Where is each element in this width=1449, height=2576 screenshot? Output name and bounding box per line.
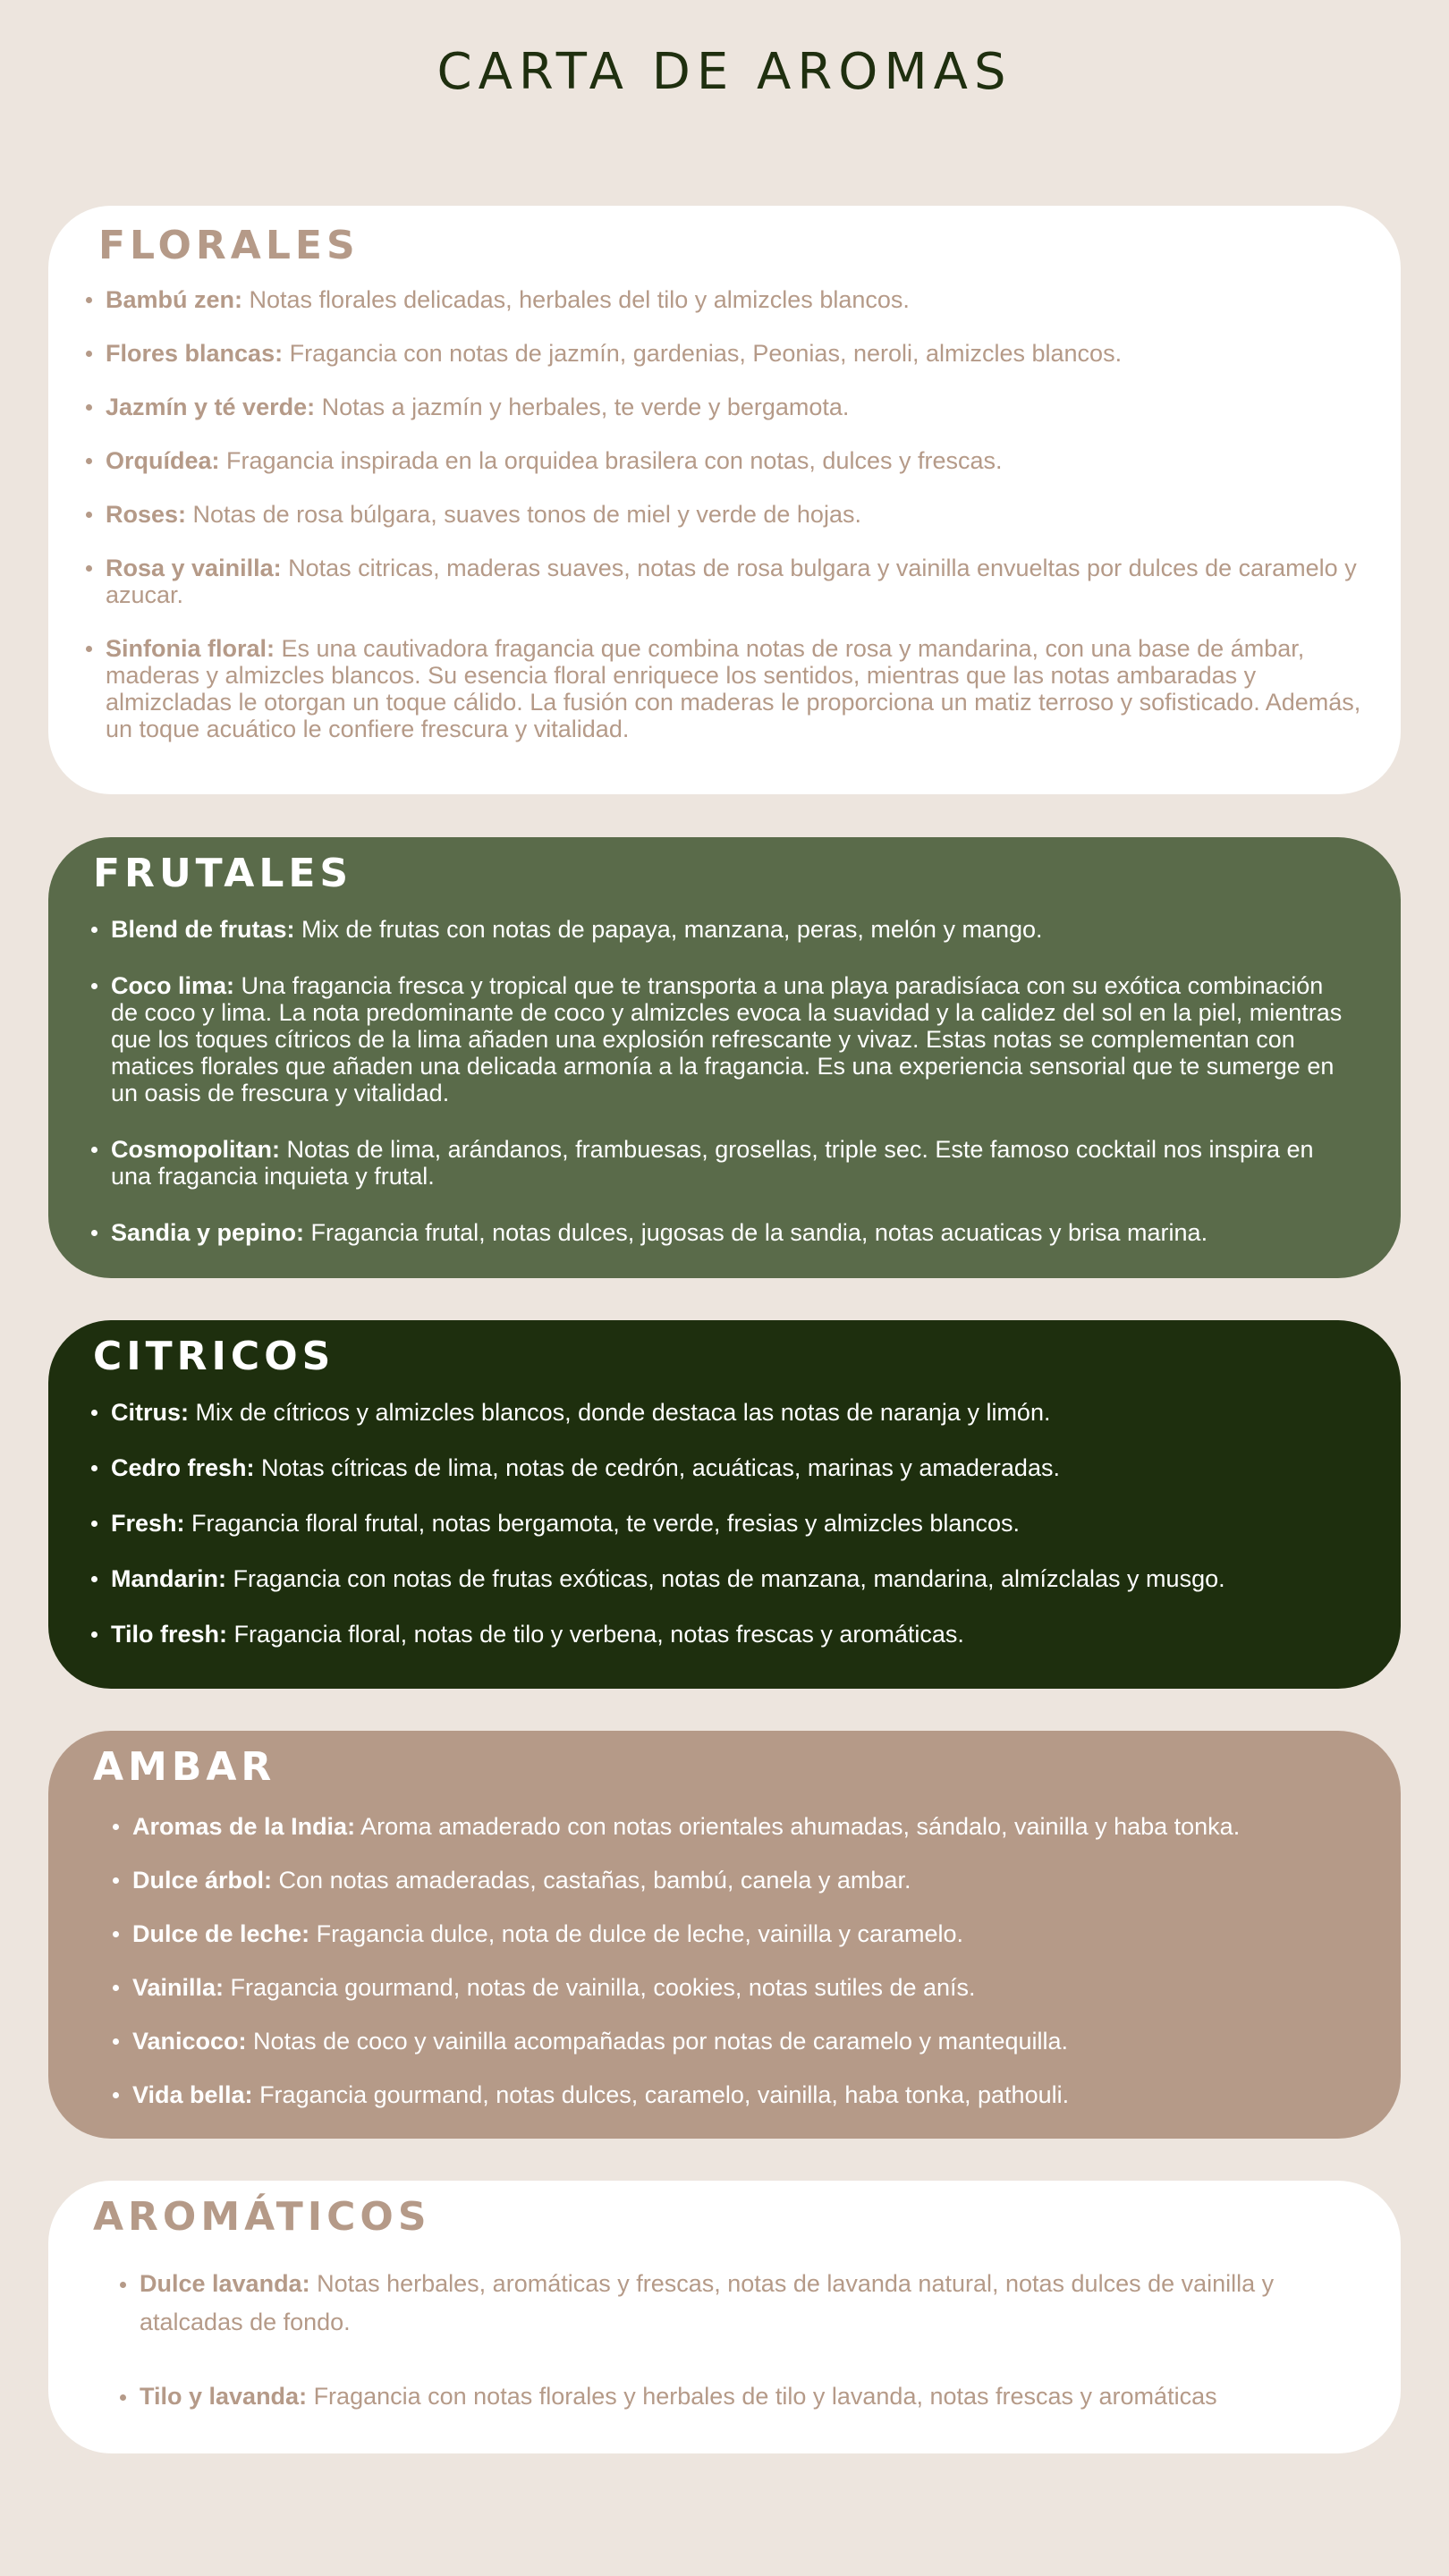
aroma-name: Tilo fresh: <box>111 1621 228 1648</box>
aroma-item <box>140 2265 1374 2342</box>
aroma-item <box>111 1136 1345 1190</box>
aroma-name: Mandarin: <box>111 1565 227 1592</box>
aroma-description: Notas a jazmín y herbales, te verde y bergamota. <box>315 394 850 420</box>
aroma-name: Dulce lavanda: <box>140 2270 310 2297</box>
aroma-description: Notas de rosa búlgara, suaves tonos de miel y verde de hojas. <box>186 501 861 528</box>
aroma-description: Fragancia floral, notas de tilo y verbena, notas frescas y aromáticas. <box>227 1621 964 1648</box>
aroma-item <box>132 1813 1367 1840</box>
aroma-item <box>132 2081 1367 2108</box>
aroma-name: Sandia y pepino: <box>111 1219 305 1246</box>
aroma-item <box>111 1454 1345 1481</box>
section-aromaticos <box>48 2181 1401 2453</box>
aroma-name: Jazmín y té verde: <box>106 394 316 420</box>
aroma-description: Fragancia frutal, notas dulces, jugosas de la sandia, notas acuaticas y brisa marina. <box>304 1219 1208 1246</box>
aroma-item <box>111 1621 1345 1648</box>
aroma-description: Fragancia con notas de frutas exóticas, notas de manzana, mandarina, almízclalas y musgo. <box>226 1565 1225 1592</box>
aroma-item <box>111 1219 1345 1246</box>
aroma-description: Fragancia gourmand, notas dulces, caramelo, vainilla, haba tonka, pathouli. <box>252 2081 1070 2108</box>
aroma-description: Fragancia con notas de jazmín, gardenias, Peonias, neroli, almizcles blancos. <box>283 340 1123 367</box>
aroma-item <box>106 340 1376 367</box>
aroma-list <box>111 1399 1345 1676</box>
aroma-name: Citrus: <box>111 1399 189 1426</box>
section-title: FLORALES <box>98 223 360 268</box>
aroma-item <box>111 1399 1345 1426</box>
aroma-name: Rosa y vainilla: <box>106 555 282 581</box>
section-title: CITRICOS <box>93 1334 335 1379</box>
aroma-item <box>106 447 1376 474</box>
aroma-description: Mix de frutas con notas de papaya, manzana, peras, melón y mango. <box>294 916 1043 943</box>
aroma-list <box>132 1813 1367 2135</box>
section-ambar <box>48 1731 1401 2139</box>
aroma-list <box>111 916 1345 1275</box>
page-title: CARTA DE AROMAS <box>436 43 1013 101</box>
aroma-description: Una fragancia fresca y tropical que te transporta a una playa paradisíaca con su exótica combinación de coco y lima. La nota predominante de coco y almizcles evoca la suavidad y la calidez del sol en la piel, mientras que los toques cítricos de la lima añaden una explosión refrescante y vivaz. Estas notas se complementan con matices florales que añaden una delicada armonía a la fragancia. Es una experiencia sensorial que te sumerge en un oasis de frescura y vitalidad. <box>111 972 1343 1106</box>
section-title: AROMÁTICOS <box>93 2194 431 2240</box>
section-frutales <box>48 837 1401 1278</box>
aroma-description: Notas de coco y vainilla acompañadas por notas de caramelo y mantequilla. <box>246 2028 1069 2055</box>
aroma-description: Mix de cítricos y almizcles blancos, donde destaca las notas de naranja y limón. <box>189 1399 1051 1426</box>
aroma-description: Notas cítricas de lima, notas de cedrón, acuáticas, marinas y amaderadas. <box>254 1454 1060 1481</box>
aroma-name: Roses: <box>106 501 187 528</box>
aroma-name: Dulce de leche: <box>132 1920 310 1947</box>
aroma-name: Vanicoco: <box>132 2028 247 2055</box>
aroma-item <box>106 286 1376 313</box>
aroma-item <box>111 1510 1345 1537</box>
aroma-name: Aromas de la India: <box>132 1813 356 1840</box>
aroma-name: Vainilla: <box>132 1974 225 2001</box>
section-title: FRUTALES <box>93 851 353 896</box>
aroma-description: Notas herbales, aromáticas y frescas, notas de lavanda natural, notas dulces de vainilla y atalcadas de fondo. <box>140 2270 1275 2335</box>
aroma-name: Flores blancas: <box>106 340 284 367</box>
aroma-name: Fresh: <box>111 1510 185 1537</box>
aroma-name: Blend de frutas: <box>111 916 295 943</box>
aroma-list <box>140 2265 1374 2452</box>
aroma-item <box>111 1565 1345 1592</box>
aroma-description: Fragancia inspirada en la orquidea brasilera con notas, dulces y frescas. <box>219 447 1003 474</box>
aroma-item <box>106 394 1376 420</box>
section-florales <box>48 206 1401 794</box>
section-citricos <box>48 1320 1401 1689</box>
aroma-name: Dulce árbol: <box>132 1867 273 1894</box>
aroma-item <box>132 2028 1367 2055</box>
aroma-name: Bambú zen: <box>106 286 243 313</box>
aroma-item <box>111 972 1345 1106</box>
aroma-item <box>111 916 1345 943</box>
section-title: AMBAR <box>93 1744 276 1790</box>
aroma-description: Fragancia con notas florales y herbales de tilo y lavanda, notas frescas y aromáticas <box>307 2383 1217 2410</box>
aroma-item <box>140 2377 1374 2416</box>
aroma-description: Fragancia dulce, nota de dulce de leche, vainilla y caramelo. <box>309 1920 964 1947</box>
aroma-item <box>106 501 1376 528</box>
aroma-description: Es una cautivadora fragancia que combina notas de rosa y mandarina, con una base de ámbar, maderas y almizcles blancos. Su esencia floral enriquece los sentidos, mientras que las notas ambaradas y almizcladas le otorgan un toque cálido. La fusión con maderas le proporciona un matiz terroso y sofisticado. Además, un toque acuático le confiere frescura y vitalidad. <box>106 635 1361 742</box>
aroma-name: Cedro fresh: <box>111 1454 255 1481</box>
aroma-description: Fragancia gourmand, notas de vainilla, cookies, notas sutiles de anís. <box>224 1974 976 2001</box>
aroma-item <box>106 635 1376 742</box>
aroma-description: Notas florales delicadas, herbales del tilo y almizcles blancos. <box>242 286 910 313</box>
aroma-description: Fragancia floral frutal, notas bergamota, te verde, fresias y almizcles blancos. <box>184 1510 1020 1537</box>
aroma-name: Coco lima: <box>111 972 235 999</box>
aroma-description: Notas citricas, maderas suaves, notas de rosa bulgara y vainilla envueltas por dulces de caramelo y azucar. <box>106 555 1357 608</box>
aroma-name: Orquídea: <box>106 447 220 474</box>
aroma-name: Vida bella: <box>132 2081 253 2108</box>
aroma-item <box>106 555 1376 608</box>
aroma-name: Tilo y lavanda: <box>140 2383 308 2410</box>
aroma-description: Con notas amaderadas, castañas, bambú, canela y ambar. <box>272 1867 911 1894</box>
aroma-item <box>132 1974 1367 2001</box>
aroma-description: Notas de lima, arándanos, frambuesas, grosellas, triple sec. Este famoso cocktail nos inspira en una fragancia inquieta y frutal. <box>111 1136 1314 1190</box>
aroma-description: Aroma amaderado con notas orientales ahumadas, sándalo, vainilla y haba tonka. <box>355 1813 1241 1840</box>
aroma-name: Cosmopolitan: <box>111 1136 280 1163</box>
aroma-list <box>106 286 1376 769</box>
aroma-item <box>132 1920 1367 1947</box>
aroma-name: Sinfonia floral: <box>106 635 275 662</box>
aroma-item <box>132 1867 1367 1894</box>
